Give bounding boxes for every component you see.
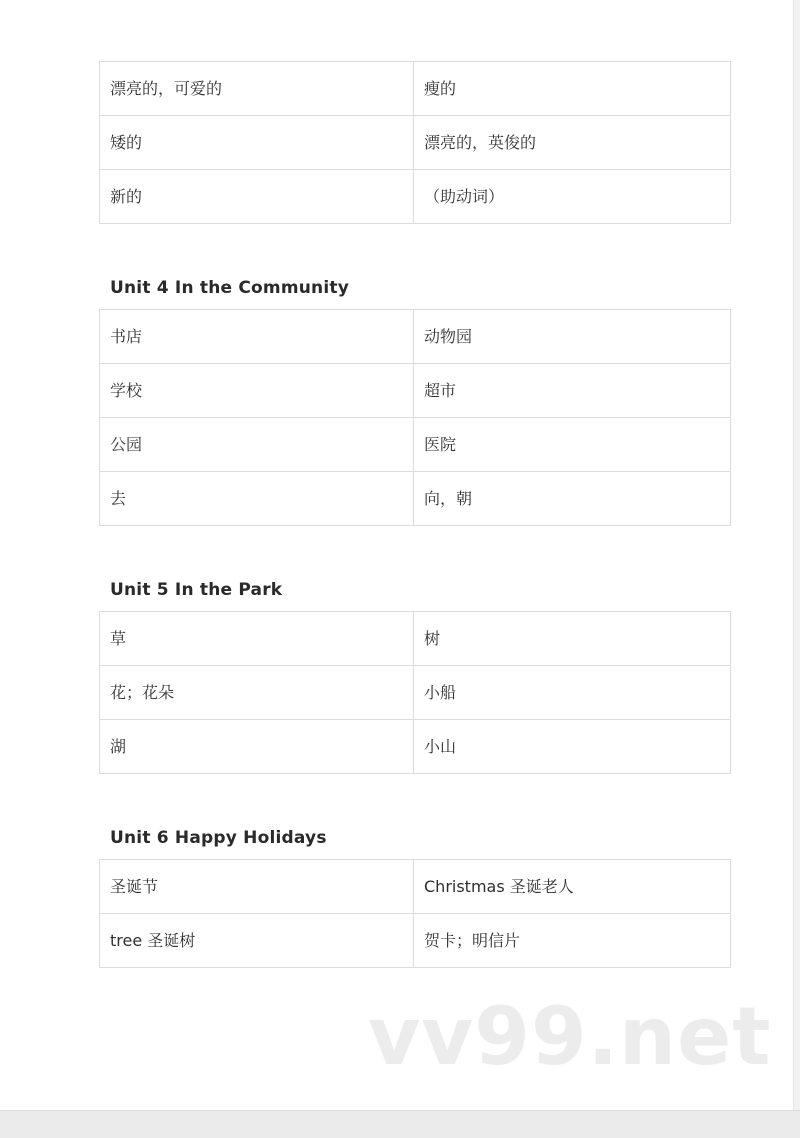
table-row	[100, 860, 731, 914]
table-row	[100, 612, 731, 666]
table-row	[100, 472, 731, 526]
table-cell: 圣诞节	[100, 860, 414, 914]
table-cell: 学校	[100, 364, 414, 418]
table-cell: 漂亮的，英俊的	[414, 116, 731, 170]
table-row	[100, 62, 731, 116]
unit6-heading: Unit 6 Happy Holidays	[110, 828, 327, 848]
vocab-table-unit4	[99, 309, 731, 526]
table-cell: 瘦的	[414, 62, 731, 116]
table-cell: 矮的	[100, 116, 414, 170]
table-cell: 小船	[414, 666, 731, 720]
table-cell: 超市	[414, 364, 731, 418]
table-cell: 草	[100, 612, 414, 666]
table-cell: 去	[100, 472, 414, 526]
table-row	[100, 364, 731, 418]
table-cell: 漂亮的，可爱的	[100, 62, 414, 116]
vocab-table-unit5	[99, 611, 731, 774]
page-footer-band	[0, 1110, 800, 1138]
table-cell: 贺卡；明信片	[414, 914, 731, 968]
table-cell: Christmas 圣诞老人	[414, 860, 731, 914]
vocab-table-unit6	[99, 859, 731, 968]
table-cell: 小山	[414, 720, 731, 774]
unit4-heading: Unit 4 In the Community	[110, 278, 349, 298]
unit5-heading: Unit 5 In the Park	[110, 580, 283, 600]
table-cell: 树	[414, 612, 731, 666]
table-cell: 湖	[100, 720, 414, 774]
table-cell: 公园	[100, 418, 414, 472]
table-cell: 向，朝	[414, 472, 731, 526]
table-cell: 花；花朵	[100, 666, 414, 720]
vocab-table-unit3	[99, 61, 731, 224]
table-cell: 医院	[414, 418, 731, 472]
table-row	[100, 310, 731, 364]
table-row	[100, 116, 731, 170]
watermark: vv99.net	[368, 990, 772, 1083]
table-row	[100, 720, 731, 774]
table-cell: 动物园	[414, 310, 731, 364]
table-row	[100, 170, 731, 224]
table-cell: tree 圣诞树	[100, 914, 414, 968]
table-row	[100, 666, 731, 720]
table-cell: 书店	[100, 310, 414, 364]
page-edge	[793, 0, 800, 1110]
table-cell: 新的	[100, 170, 414, 224]
table-cell: （助动词）	[414, 170, 731, 224]
table-row	[100, 418, 731, 472]
table-row	[100, 914, 731, 968]
